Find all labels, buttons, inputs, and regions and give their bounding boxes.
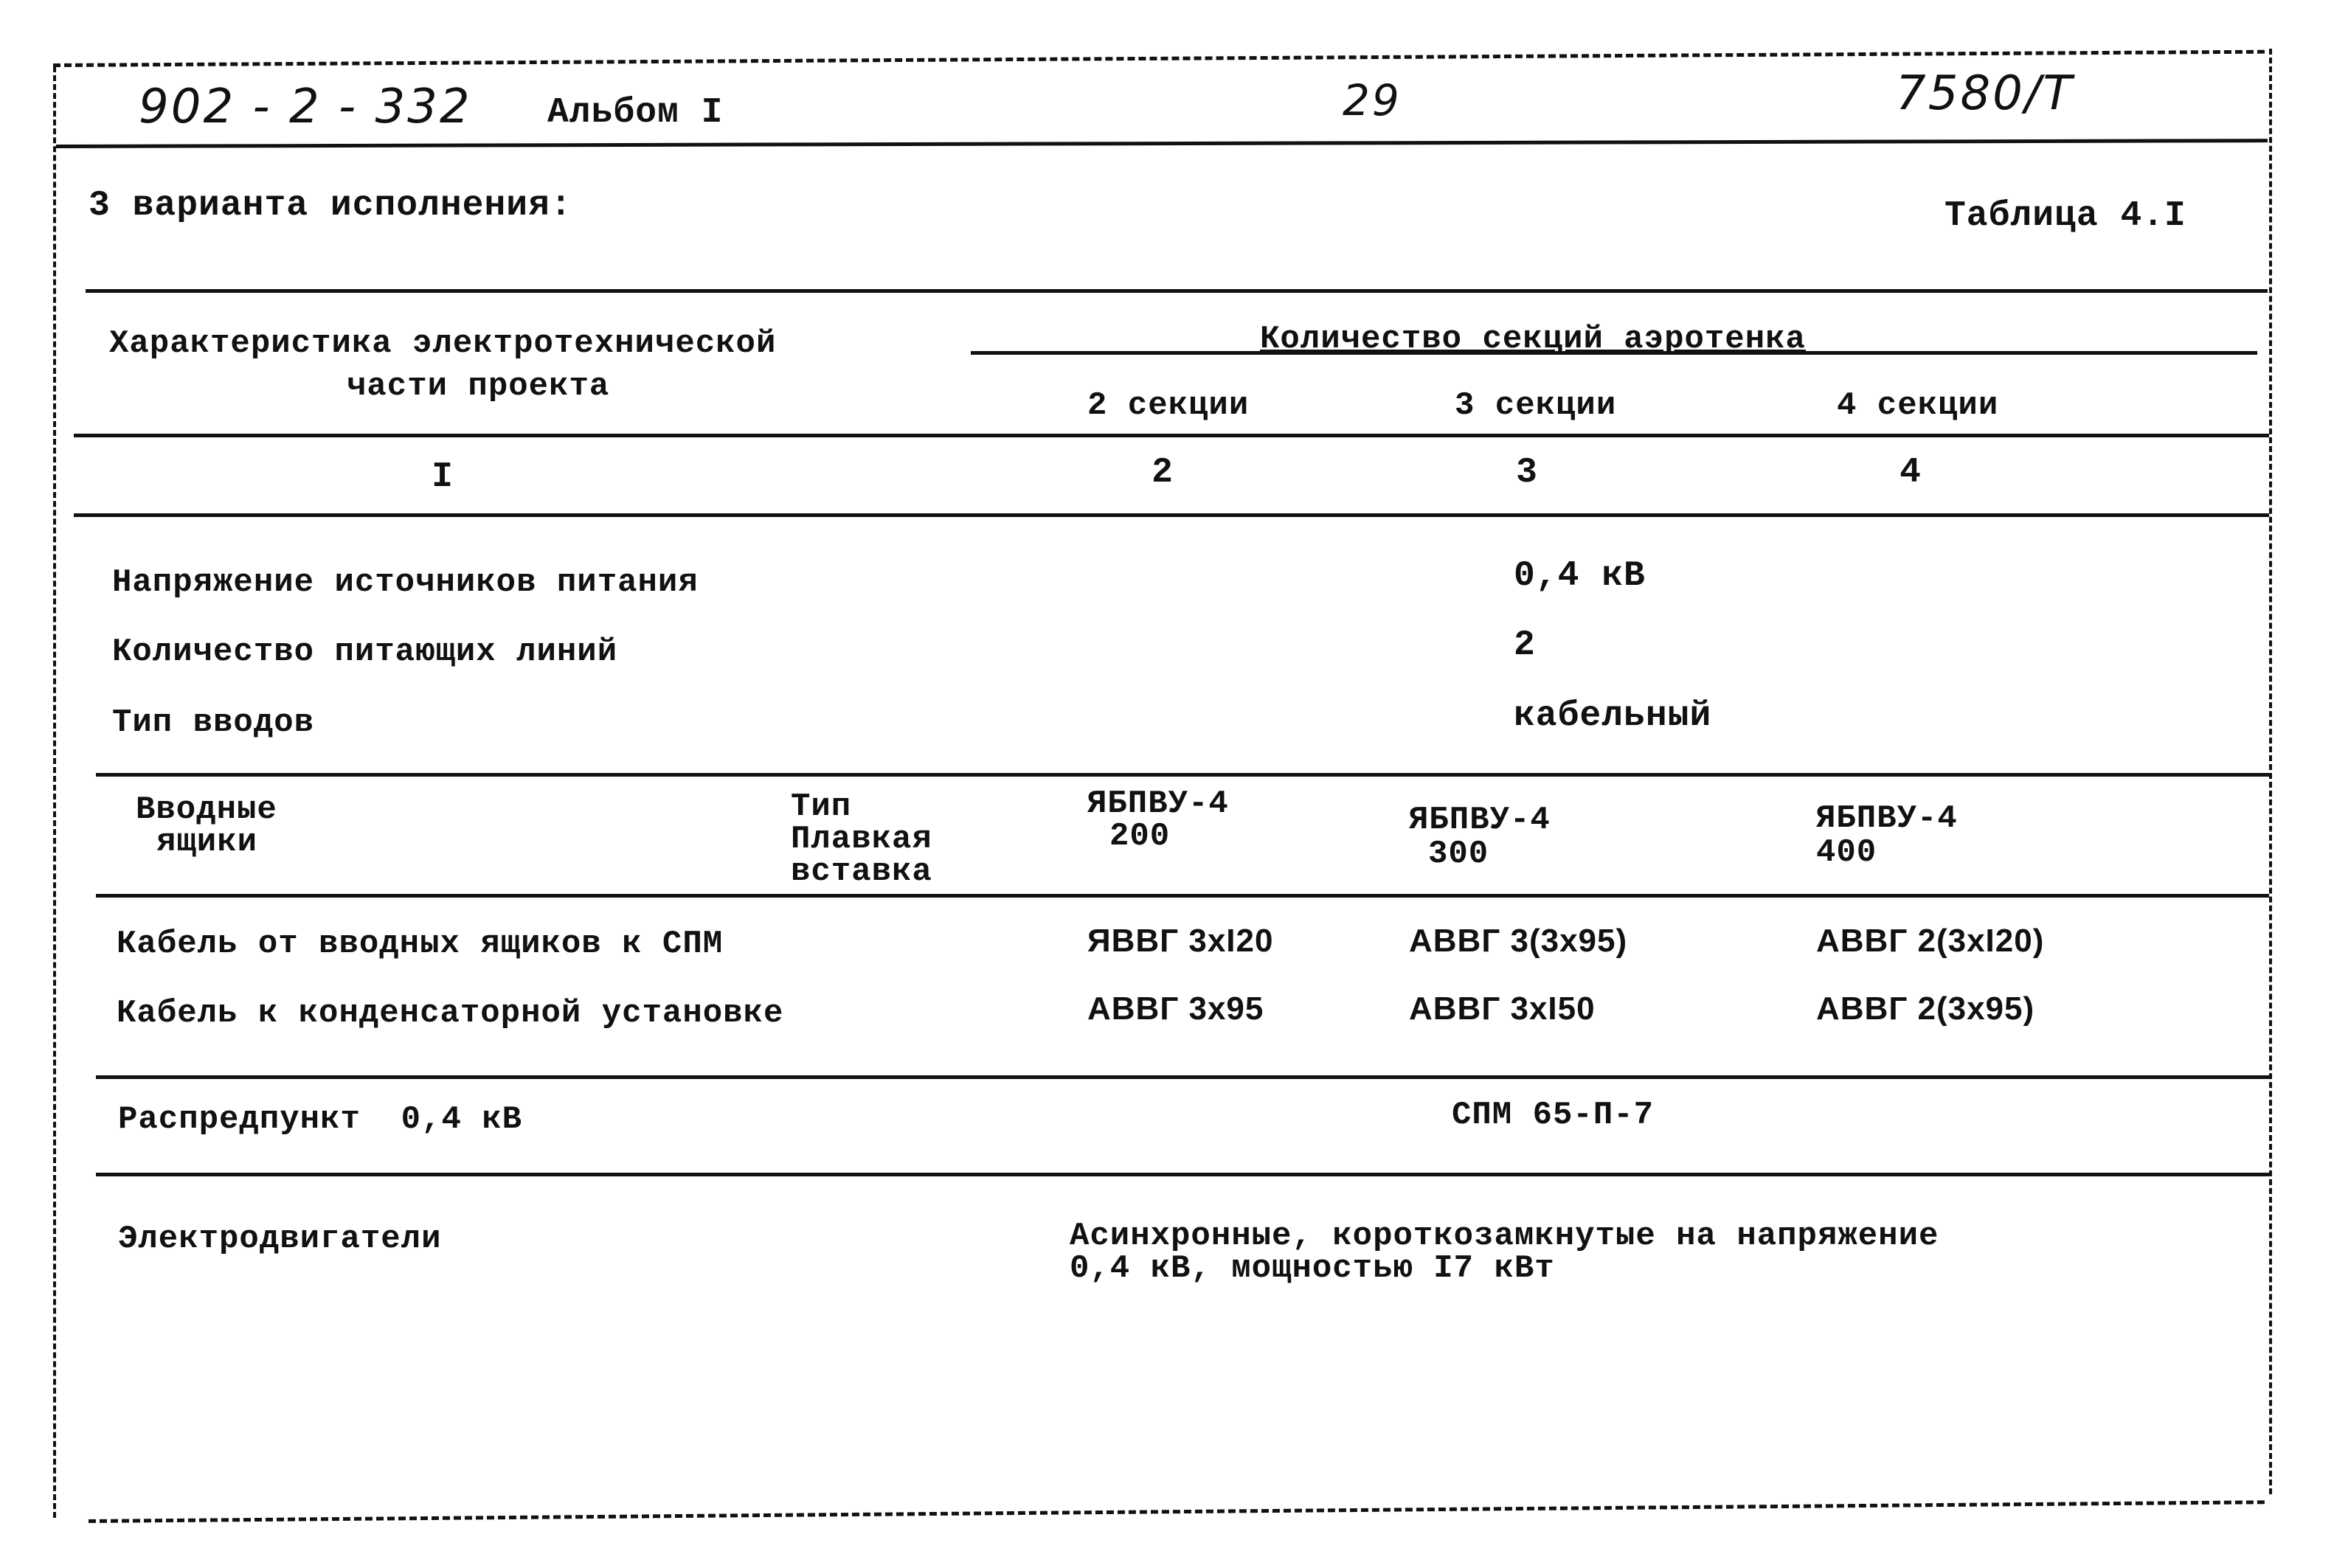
input-box-fuse-4: 400 [1816,834,1877,871]
motors-value-line1: Асинхронные, короткозамкнутые на напряжение [1070,1218,1939,1255]
distribution-value: СПМ 65-П-7 [1452,1097,1655,1134]
input-box-type-4: ЯБПВУ-4 [1816,800,1958,837]
row-voltage-label: Напряжение источников питания [112,564,699,601]
cable-row-2-label: Кабель к конденсаторной установке [117,995,784,1032]
row-voltage-value: 0,4 кВ [1514,556,1646,596]
fuse-sublabel-line1: Тип [791,788,852,825]
album-label: Альбом I [547,93,724,133]
section-header-2: 2 секции [1087,387,1250,424]
input-boxes-label-line1: Вводные [136,791,277,828]
frame-top-border [53,50,2265,67]
col-number-2: 2 [1152,453,1174,493]
col-number-4: 4 [1900,453,1922,493]
frame-left-border [53,66,56,1518]
row-input-type-label: Тип вводов [112,704,315,741]
doc-number: 902 - 2 - 332 [139,80,472,134]
cable-row-1-value-4: АВВГ 2(3хI20) [1816,923,2045,959]
group-header-underline [971,351,2257,355]
row-input-type-value: кабельный [1514,696,1712,736]
cable-row-2-value-3: АВВГ 3хI50 [1409,991,1596,1027]
group-header: Количество секций аэротенка [1260,321,1806,358]
col1-header-line2: части проекта [347,368,610,405]
input-box-type-2: ЯБПВУ-4 [1087,785,1229,822]
col-number-3: 3 [1516,453,1538,493]
variants-text: 3 варианта исполнения: [89,186,572,226]
common-rows-bottom-line [96,773,2269,777]
distribution-bottom-line [96,1173,2269,1176]
motors-label: Электродвигатели [118,1221,442,1257]
cable-row-1-label: Кабель от вводных ящиков к СПМ [117,926,724,962]
fuse-sublabel-line3: вставка [791,853,932,890]
input-boxes-label-line2: ящики [156,824,258,861]
table-label: Таблица 4.I [1945,196,2186,236]
row-lines-value: 2 [1514,625,1536,665]
input-box-fuse-2: 200 [1109,818,1171,855]
frame-bottom-border [89,1500,2265,1523]
header-bottom-line [74,434,2269,437]
cable-row-1-value-3: АВВГ 3(3х95) [1409,923,1628,959]
input-boxes-bottom-line [96,894,2269,898]
numbering-bottom-line [74,513,2269,517]
table-top-line [86,289,2268,293]
row-lines-label: Количество питающих линий [112,634,618,670]
fuse-sublabel-line2: Плавкая [791,821,932,858]
col1-header-line1: Характеристика электротехнической [109,325,777,362]
cable-row-1-value-2: ЯВВГ 3хI20 [1087,923,1274,959]
input-box-fuse-3: 300 [1428,836,1489,873]
section-header-4: 4 секции [1837,387,1999,424]
cable-row-2-value-4: АВВГ 2(3х95) [1816,991,2035,1027]
page-number: 29 [1343,75,1402,125]
archive-number: 7580/Т [1896,66,2074,121]
section-header-3: 3 секции [1455,387,1617,424]
col-number-1: I [432,457,454,497]
cable-row-2-value-2: АВВГ 3х95 [1087,991,1264,1027]
header-divider [56,139,2268,148]
cable-rows-bottom-line [96,1075,2269,1079]
distribution-label: Распредпункт 0,4 кВ [118,1101,523,1138]
motors-value-line2: 0,4 кВ, мощностью I7 кВт [1070,1250,1555,1287]
input-box-type-3: ЯБПВУ-4 [1409,802,1551,839]
frame-right-border [2269,49,2272,1494]
